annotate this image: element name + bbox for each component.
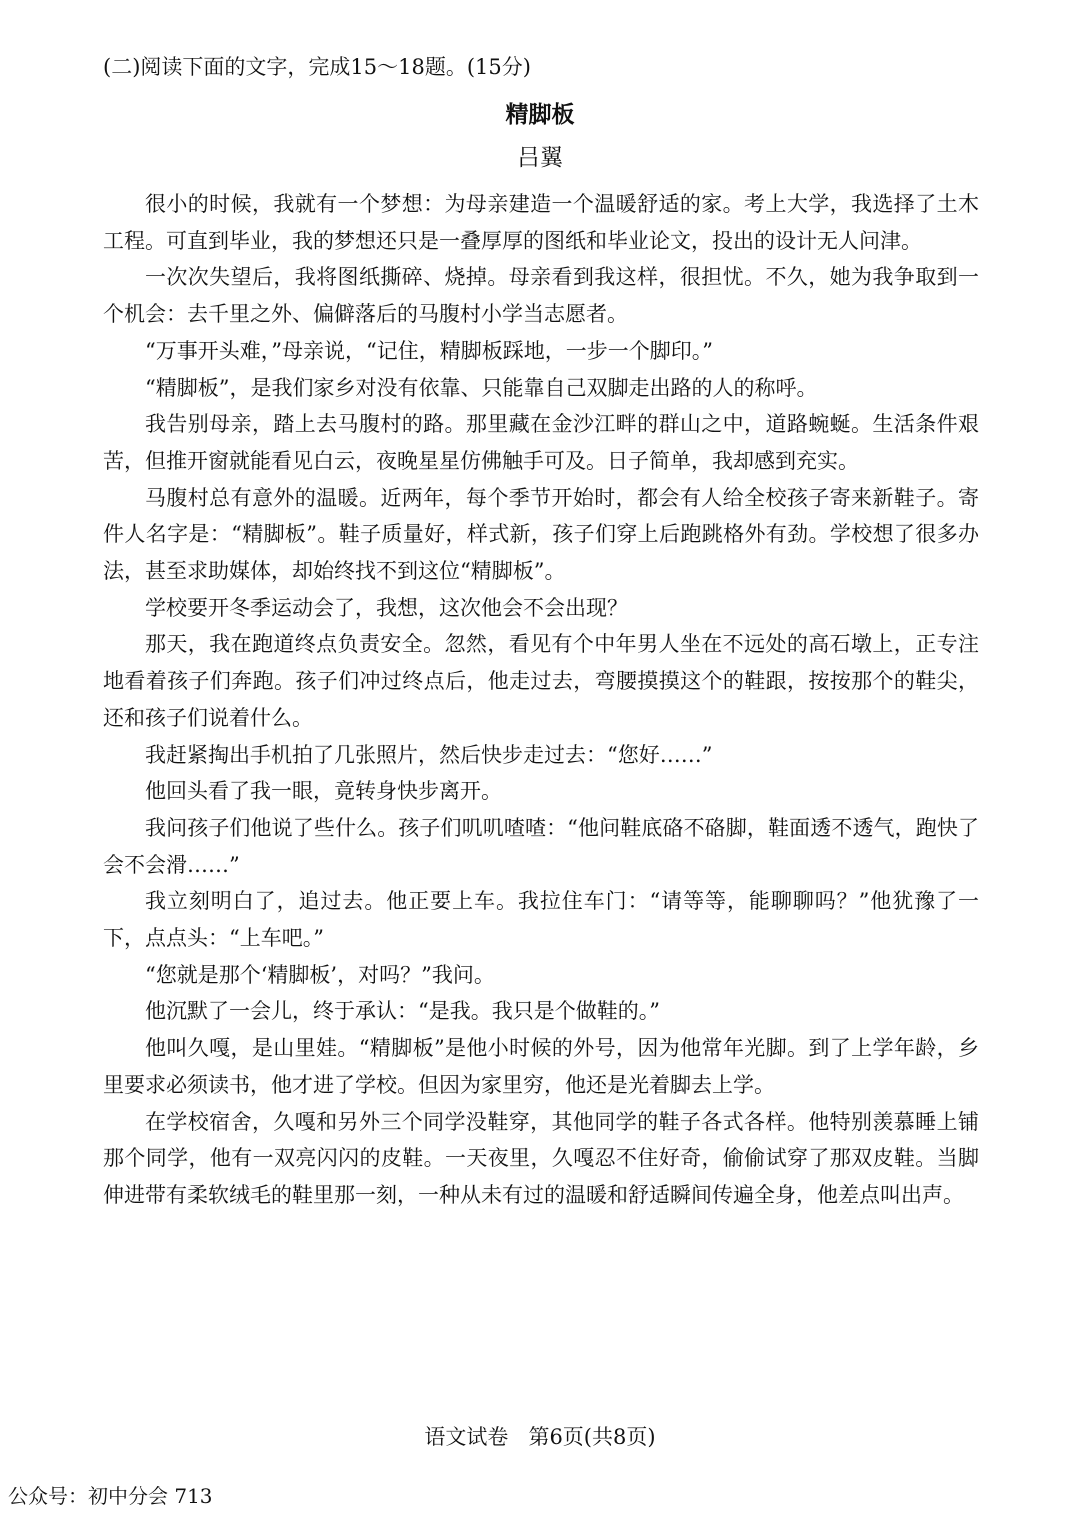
watermark-text: 公众号：初中分会 713 [8,1484,213,1508]
paragraph: 他回头看了我一眼，竟转身快步离开。 [145,779,502,804]
article-title: 精脚板 [505,102,575,128]
paragraph: 学校要开冬季运动会了，我想，这次他会不会出现？ [145,595,628,620]
paragraph: 很小的时候，我就有一个梦想：为母亲建造一个温暖舒适的家。考上大学，我选择了土木工程。可直到毕业，我的梦想还只是一叠厚厚的图纸和毕业论文，投出的设计无人问津。 [103,192,979,253]
paragraph: 我立刻明白了，追过去。他正要上车。我拉住车门：“请等等，能聊聊吗？”他犹豫了一下，点点头：“上车吧。” [103,889,979,951]
section-heading: (二)阅读下面的文字，完成15～18题。(15分) [103,55,531,79]
article-author: 吕翼 [517,145,563,171]
article-body [103,186,979,1214]
paragraph: “精脚板”，是我们家乡对没有依靠、只能靠自己双脚走出路的人的称呼。 [145,375,818,400]
paragraph: 我告别母亲，踏上去马腹村的路。那里藏在金沙江畔的群山之中，道路蜿蜒。生活条件艰苦，但推开窗就能看见白云，夜晚星星仿佛触手可及。日子简单，我却感到充实。 [103,412,979,473]
paragraph: 我赶紧掏出手机拍了几张照片，然后快步走过去：“您好……” [145,742,713,767]
paragraph: 马腹村总有意外的温暖。近两年，每个季节开始时，都会有人给全校孩子寄来新鞋子。寄件人名字是：“精脚板”。鞋子质量好，样式新，孩子们穿上后跑跳格外有劲。学校想了很多办法，甚至求助媒体，却始终找不到这位“精脚板”。 [103,485,979,584]
paragraph: 在学校宿舍，久嘎和另外三个同学没鞋穿，其他同学的鞋子各式各样。他特别羡慕睡上铺那个同学，他有一双亮闪闪的皮鞋。一天夜里，久嘎忍不住好奇，偷偷试穿了那双皮鞋。当脚伸进带有柔软绒毛的鞋里那一刻，一种从未有过的温暖和舒适瞬间传遍全身，他差点叫出声。 [103,1109,979,1207]
paragraph: 我问孩子们他说了些什么。孩子们叽叽喳喳：“他问鞋底硌不硌脚，鞋面透不透气，跑快了会不会滑……” [103,815,979,877]
paragraph: 他沉默了一会儿，终于承认：“是我。我只是个做鞋的。” [145,999,660,1024]
paragraph: 他叫久嘎，是山里娃。“精脚板”是他小时候的外号，因为他常年光脚。到了上学年龄，乡里要求必须读书，他才进了学校。但因为家里穷，他还是光着脚去上学。 [103,1036,979,1097]
page-footer: 语文试卷 第6页(共8页) [424,1425,656,1449]
paragraph: “万事开头难，”母亲说，“记住，精脚板踩地，一步一个脚印。” [145,338,713,363]
paragraph: 一次次失望后，我将图纸撕碎、烧掉。母亲看到我这样，很担忧。不久，她为我争取到一个机会：去千里之外、偏僻落后的马腹村小学当志愿者。 [103,265,979,327]
paragraph: 那天，我在跑道终点负责安全。忽然，看见有个中年男人坐在不远处的高石墩上，正专注地看着孩子们奔跑。孩子们冲过终点后，他走过去，弯腰摸摸这个的鞋跟，按按那个的鞋尖，还和孩子们说着什么。 [103,632,979,730]
paragraph: “您就是那个‘精脚板’，对吗？”我问。 [145,962,495,987]
